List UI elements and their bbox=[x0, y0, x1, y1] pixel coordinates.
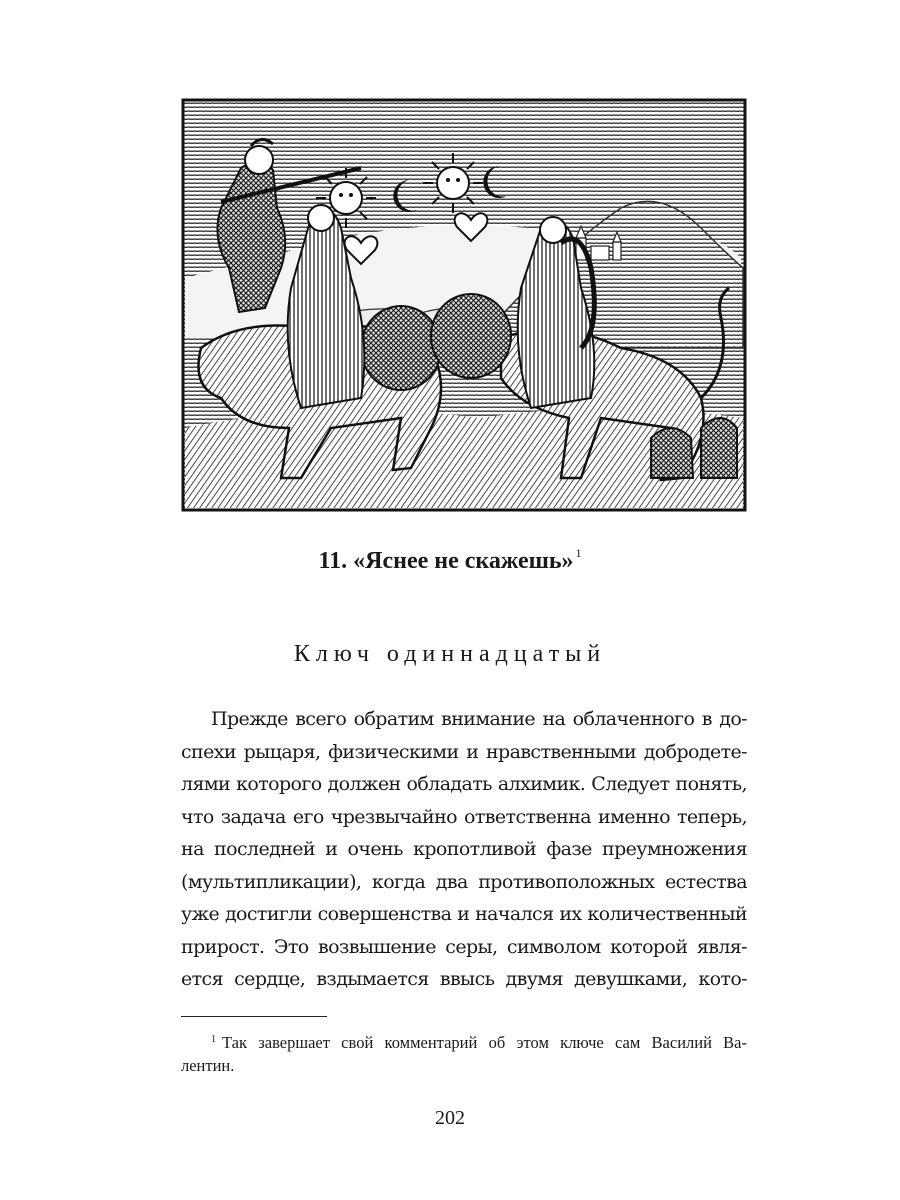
alchemical-engraving bbox=[181, 98, 747, 512]
body-line: уже достигли совершенства и начался их количественный bbox=[181, 903, 747, 925]
footnote-text-1: Так завершает свой комментарий об этом ключе сам Василий Ва- bbox=[222, 1033, 747, 1052]
body-line: Прежде всего обратим внимание на облаченного в до- bbox=[211, 708, 747, 730]
body-line: что задача его чрезвычайно ответственна именно теперь, bbox=[181, 805, 747, 828]
body-paragraph bbox=[181, 703, 747, 996]
body-line: на последней и очень кропотливой фазе преумножения bbox=[181, 838, 747, 860]
body-line: прирост. Это возвышение серы, символом которой явля- bbox=[181, 935, 747, 958]
footnote-reference[interactable]: 1 bbox=[575, 546, 582, 560]
figure-caption bbox=[0, 546, 900, 575]
footnote-text-2: лентин. bbox=[181, 1056, 235, 1075]
body-line: спехи рыцаря, физическими и нравственными добродете- bbox=[181, 740, 747, 763]
caption-number: 11. bbox=[318, 548, 348, 574]
footnote-line bbox=[181, 1028, 747, 1054]
caption-title: «Яснее не скажешь» bbox=[353, 548, 574, 574]
chapter-title: Ключ одиннадцатый bbox=[293, 641, 607, 667]
body-line: лями которого должен обладать алхимик. Следует понять, bbox=[181, 773, 747, 795]
footnote bbox=[181, 1028, 747, 1077]
body-line: ется сердце, вздымается ввысь двумя девушками, кото- bbox=[181, 968, 747, 990]
page-number: 202 bbox=[435, 1107, 465, 1129]
footnote-marker: 1 bbox=[211, 1034, 216, 1045]
body-line: (мультипликации), когда два противоположных естества bbox=[181, 870, 747, 893]
engraving-image bbox=[181, 98, 747, 512]
footnote-divider bbox=[181, 1016, 327, 1017]
